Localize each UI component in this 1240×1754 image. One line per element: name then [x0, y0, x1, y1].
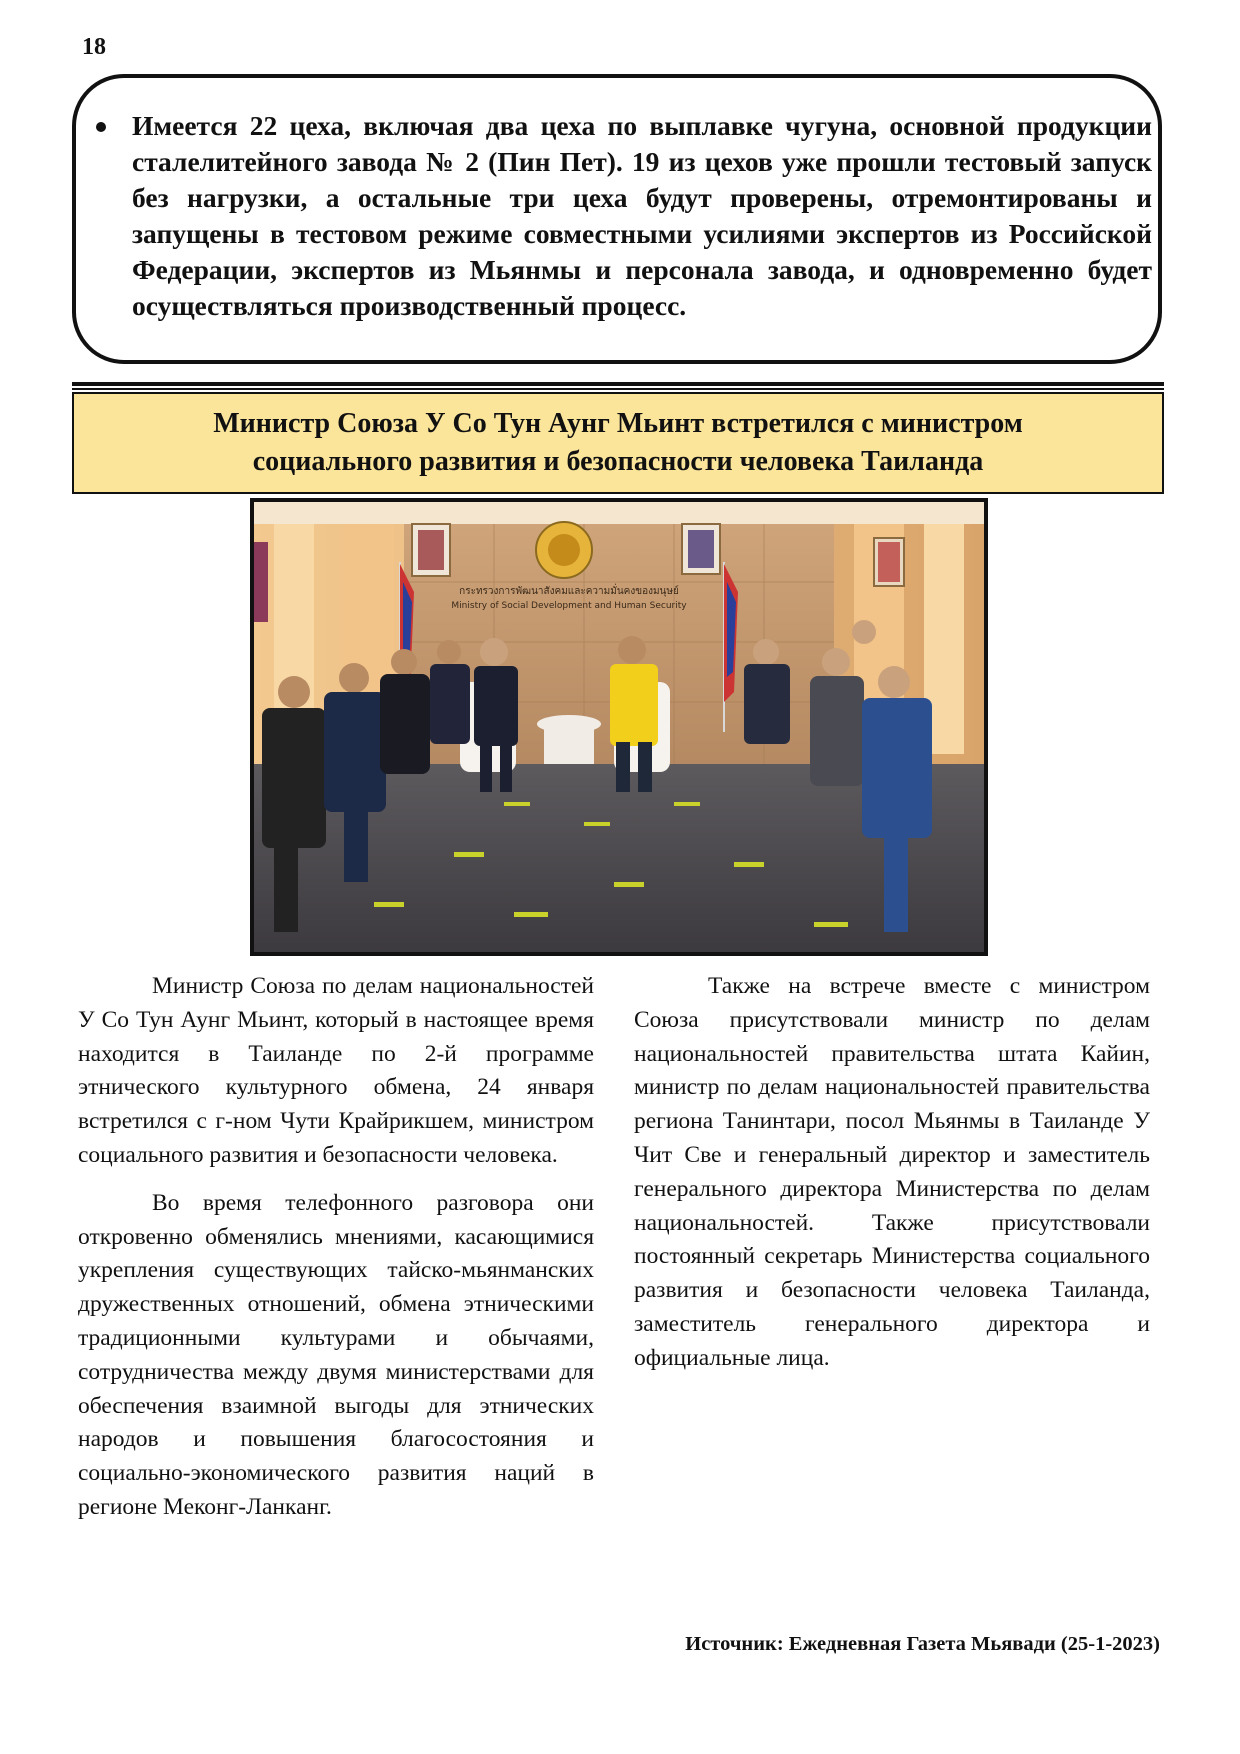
bullet-icon — [96, 122, 106, 132]
divider-thin — [72, 388, 1164, 390]
right-column — [634, 970, 1150, 1390]
left-paragraph-1: Министр Союза по делам национальностей У Со Тун Аунг Мьинт, который в настоящее время находится в Таиланде по 2-й программе этнического культурного обмена, 24 января встретился с г-ном Чути Крайрикшем, министром социального развития и безопасности человека. — [78, 973, 594, 1168]
right-paragraph-1: Также на встрече вместе с министром Союза присутствовали министр по делам национальностей правительства штата Кайин, министр по делам национальностей правительства региона Танинтари, посол Мьянмы в Таиланде У Чит Све и генеральный директор и заместитель генерального директора Министерства по делам национальностей. Также присутствовали постоянный секретарь Министерства социального развития и безопасности человека Таиланда, заместитель генерального директора и официальные лица. — [634, 973, 1150, 1371]
headline-line-1: Министр Союза У Со Тун Аунг Мьинт встретился с министром — [213, 408, 1023, 439]
source-credit: Источник: Ежедневная Газета Мьявади (25-1-2023) — [685, 1633, 1160, 1655]
sign-thai-text: กระทรวงการพัฒนาสังคมและความมั่นคงของมนุษย์ — [459, 586, 679, 597]
page-number: 18 — [82, 34, 106, 60]
headline-line-2: социального развития и безопасности человека Таиланда — [252, 446, 984, 477]
sign-english-text: Ministry of Social Development and Human Security — [451, 601, 687, 611]
divider-thick — [72, 382, 1164, 386]
meeting-photo-illustration — [254, 502, 984, 952]
info-box — [72, 74, 1162, 364]
left-paragraph-2: Во время телефонного разговора они откровенно обменялись мнениями, касающимися укрепления существующих тайско-мьянманских дружественных отношений, обмена этническими традиционными культурами и обычаями, сотрудничества между двумя министерствами для обеспечения взаимной выгоды для этнических народов и повышения благосостояния и социально-экономического развития наций в регионе Меконг-Ланканг. — [78, 1189, 594, 1520]
headline-box — [72, 392, 1164, 494]
info-box-text: Имеется 22 цеха, включая два цеха по выплавке чугуна, основной продукции сталелитейного завода № 2 (Пин Пет). 19 из цехов уже прошли тестовый запуск без нагрузки, а остальные три цеха будут проверены, отремонтированы и запущены в тестовом режиме совместными усилиями экспертов из Российской Федерации, экспертов из Мьянмы и персонала завода, и одновременно будет осуществляться производственный процесс. — [132, 110, 1152, 321]
left-column — [78, 970, 594, 1539]
article-headline — [183, 405, 1053, 481]
meeting-photo — [250, 498, 988, 956]
